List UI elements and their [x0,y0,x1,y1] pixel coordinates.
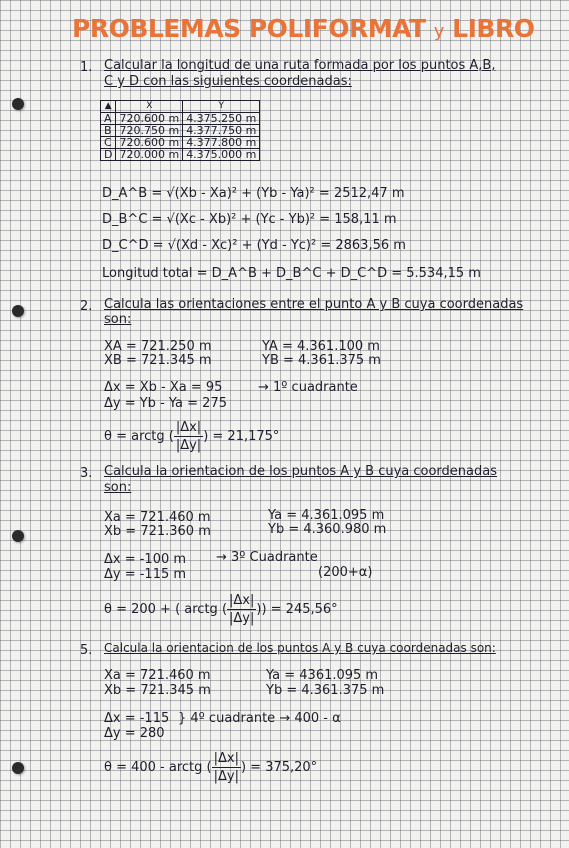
p2-xb: XB = 721.345 m [104,353,212,368]
fraction-denominator: |Δy| [175,438,202,453]
p5-theta-pre: θ = 400 - arctg ( [104,760,212,775]
binder-hole [12,530,24,542]
table-cell: 4.377.750 m [183,125,260,137]
table-cell: C [101,137,116,149]
table-row [101,125,260,137]
p3-orientation-equation [104,592,338,627]
fraction-denominator: |Δy| [213,769,239,784]
p2-theta-pre: θ = arctg ( [104,429,174,444]
problem-2-number: 2. [80,299,93,314]
fraction [174,419,203,454]
p5-delta-x: Δx = -115 [104,711,170,726]
problem-3-statement-line1: Calcula la orientacion de los puntos A y B cuya coordenadas [104,464,497,479]
fraction [227,592,256,627]
problem-3-number: 3. [80,466,93,481]
p2-quadrant: → 1º cuadrante [258,380,358,395]
table-row [101,149,260,161]
fraction-denominator: |Δy| [229,611,255,626]
page-title [72,14,534,43]
table-header-point: ▲ [101,101,116,113]
distance-bc-equation: D_B^C = √(Xc - Xb)² + (Yc - Yb)² = 158,11 m [102,212,397,227]
p2-yb: YB = 4.361.375 m [262,353,381,368]
p5-orientation-equation [104,750,317,785]
table-cell: 4.375.000 m [183,149,260,161]
problem-1-number: 1. [80,60,93,75]
table-row [101,113,260,125]
problem-3-statement-line2: son: [104,480,132,495]
p5-theta-post: ) = 375,20° [240,760,318,775]
fraction-numerator: |Δx| [213,751,239,766]
p3-xb: Xb = 721.360 m [104,524,211,539]
problem-5-statement-line1: Calcula la orientacion de los puntos A y B cuya coordenadas son: [104,641,496,655]
table-cell: D [101,149,116,161]
p3-theta-pre: θ = 200 + ( arctg ( [104,602,228,617]
p3-delta-x: Δx = -100 m [104,552,187,567]
p5-ya: Ya = 4361.095 m [266,668,379,683]
p5-delta-y: Δy = 280 [104,726,165,741]
p2-xa: XA = 721.250 m [104,339,212,354]
title-y: y [433,21,444,42]
table-cell: 720.600 m [116,137,183,149]
problem-2-statement-line1: Calcula las orientaciones entre el punto A y B cuya coordenadas [104,297,524,312]
p3-quadrant: → 3º Cuadrante [216,550,318,565]
table-header-y: Y [183,101,260,113]
p5-quadrant: } 4º cuadrante → 400 - α [178,711,341,726]
table-row [101,137,260,149]
table-cell: 4.377.800 m [183,137,260,149]
problem-5-number: 5. [80,643,93,658]
table-cell: 720.600 m [116,113,183,125]
table-cell: A [101,113,116,125]
table-header-row [101,101,260,113]
table-cell: 720.000 m [116,149,183,161]
distance-cd-equation: D_C^D = √(Xd - Xc)² + (Yd - Yc)² = 2863,56 m [102,238,406,253]
p3-delta-y: Δy = -115 m [104,567,187,582]
coordinates-table [100,100,260,161]
title-libro: LIBRO [452,14,535,43]
p3-xa: Xa = 721.460 m [104,510,211,525]
p2-theta-post: ) = 21,175° [203,429,280,444]
problem-1-statement-line1: Calcular la longitud de una ruta formada por los puntos A,B, [104,58,496,73]
fraction [212,750,241,785]
distance-ab-equation: D_A^B = √(Xb - Xa)² + (Yb - Ya)² = 2512,47 m [102,186,405,201]
fraction-numerator: |Δx| [229,593,255,608]
p5-xa: Xa = 721.460 m [104,668,211,683]
p3-yb: Yb = 4.360.980 m [268,522,387,537]
table-cell: 720.750 m [116,125,183,137]
problem-2-statement-line2: son: [104,312,132,327]
p3-ya: Ya = 4.361.095 m [268,508,385,523]
title-main: PROBLEMAS POLIFORMAT [72,14,426,43]
binder-hole [12,98,24,110]
fraction-numerator: |Δx| [175,420,202,435]
p2-delta-y: Δy = Yb - Ya = 275 [104,396,227,411]
p3-quadrant-note: (200+α) [318,565,373,580]
total-length-equation: Longitud total = D_A^B + D_B^C + D_C^D = 5.534,15 m [102,266,481,281]
binder-hole [12,762,24,774]
p2-delta-x: Δx = Xb - Xa = 95 [104,380,223,395]
p2-orientation-equation [104,419,279,454]
problem-1-statement-line2: C y D con las siguientes coordenadas: [104,74,352,89]
p5-yb: Yb = 4.361.375 m [266,683,385,698]
p5-xb: Xb = 721.345 m [104,683,211,698]
p2-ya: YA = 4.361.100 m [262,339,380,354]
table-header-x: X [116,101,183,113]
table-cell: 4.375.250 m [183,113,260,125]
binder-hole [12,305,24,317]
p3-theta-post: )) = 245,56° [256,602,338,617]
table-cell: B [101,125,116,137]
